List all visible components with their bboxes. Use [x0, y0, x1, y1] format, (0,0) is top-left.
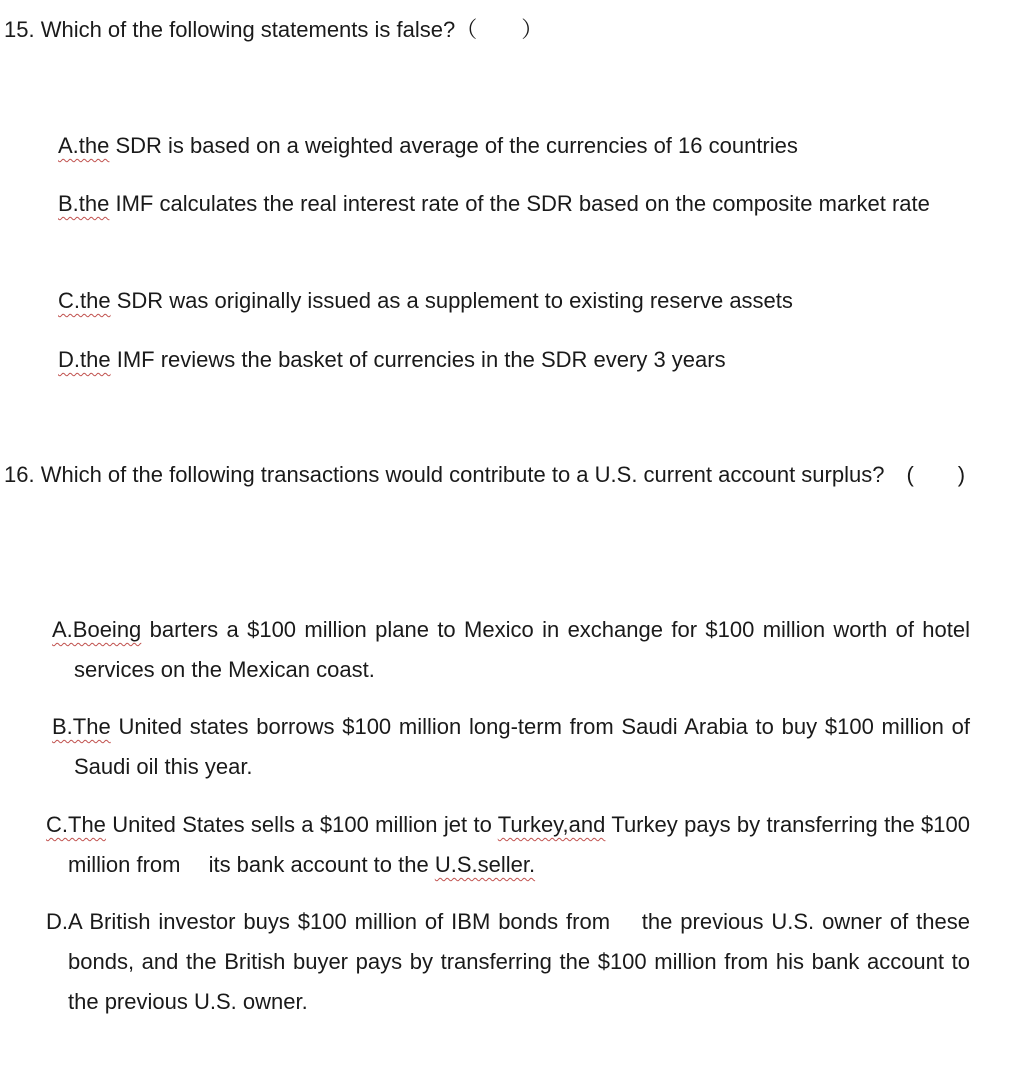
q16-option-d — [46, 902, 970, 1022]
q15-option-b — [58, 184, 970, 224]
q15-option-b-lead: B.the — [58, 191, 110, 216]
q15-option-b-text: IMF calculates the real interest rate of the SDR based on the composite market rate — [109, 191, 930, 216]
q15-option-d-text: IMF reviews the basket of currencies in the SDR every 3 years — [110, 347, 726, 372]
q16-option-c-seller: U.S.seller. — [434, 852, 536, 877]
q15-option-c-text: SDR was originally issued as a supplement to existing reserve assets — [110, 288, 793, 313]
q16-option-d-text: D.A British investor buys $100 million of IBM bonds from the previous U.S. owner of these bonds, and the British buyer pays by transferring the $100 million from his bank account to the previous U.S. owner. — [46, 909, 970, 1014]
q15-option-d — [58, 340, 970, 380]
q16-option-c-text-2: Turkey pays by transferring the $100 million from its bank account to the — [68, 812, 970, 877]
q15-option-a-text: SDR is based on a weighted average of the currencies of 16 countries — [109, 133, 798, 158]
q15-option-a-lead: A.the — [58, 133, 110, 158]
q15-option-a — [58, 126, 970, 166]
q15-option-c-lead: C.the — [58, 288, 111, 313]
q16-option-c-lead: C.The — [46, 812, 106, 837]
q16-option-b-lead: B.The — [52, 714, 111, 739]
q16-option-a-text: barters a $100 million plane to Mexico in exchange for $100 million worth of hotel services on the Mexican coast. — [74, 617, 970, 682]
question-16-stem: 16. Which of the following transactions would contribute to a U.S. current account surplus? ( ) — [4, 462, 966, 487]
q15-option-c — [58, 281, 970, 321]
question-15-stem: 15. Which of the following statements is false?（ ） — [4, 17, 544, 42]
q16-option-b-text: United states borrows $100 million long-term from Saudi Arabia to buy $100 million of Saudi oil this year. — [74, 714, 970, 779]
q16-option-c-turkey: Turkey,and — [497, 812, 606, 837]
q16-option-a — [52, 610, 970, 690]
q15-option-d-lead: D.the — [58, 347, 111, 372]
q16-option-c — [46, 805, 970, 885]
q16-option-b — [52, 707, 970, 787]
q16-option-a-lead: A.Boeing — [52, 617, 142, 642]
q16-option-c-text-1: United States sells a $100 million jet to — [105, 812, 498, 837]
